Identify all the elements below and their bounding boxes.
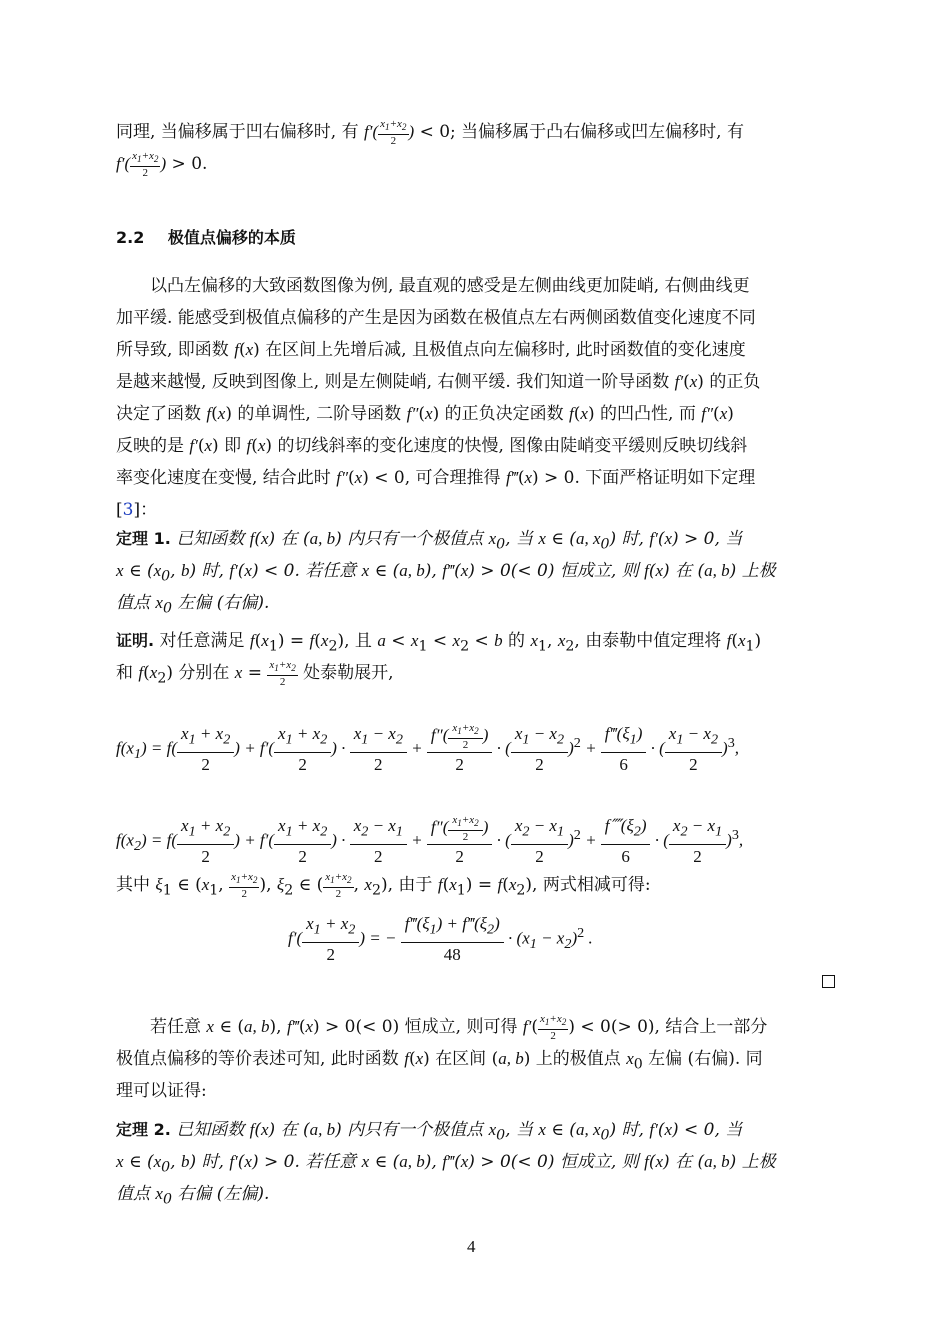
section-heading <box>116 225 296 248</box>
theorem1-line1: 定理 1. 已知函数 f(x) 在 (a, b) 内只有一个极值点 $x_0$, 当 x ∈ (a, $x_0$) 时, f′(x) > 0, 当 <box>116 529 743 553</box>
theorem2-line1: 定理 2. 已知函数 f(x) 在 (a, b) 内只有一个极值点 $x_0$, 当 x ∈ (a, $x_0$) 时, f′(x) < 0, 当 <box>116 1120 743 1144</box>
para1-line2: f′( $\frac{x_1+x_2}{2}$ ) > 0. <box>116 150 208 179</box>
para3-line3: 理可以证得: <box>116 1081 207 1101</box>
para2-line6: 反映的是 f′(x) 即 f(x) 的切线斜率的变化速度的快慢, 图像由陡峭变平缓则反映切线斜 <box>116 436 748 456</box>
theorem2-line2: x ∈ ($x_0$, b) 时, f′(x) > 0. 若任意 x ∈ (a, b), f‴(x) > 0(< 0) 恒成立, 则 f(x) 在 (a, b) 上极 <box>116 1152 776 1176</box>
para2-line5: 决定了函数 f(x) 的单调性, 二阶导函数 f″(x) 的正负决定函数 f(x) 的凹凸性, 而 f″(x) <box>116 404 734 424</box>
theorem1-line3: 值点 $x_0$ 左偏 (右偏). <box>116 593 270 617</box>
taylor-equation-2: $f(x_2) = f$( $\frac{x_1 + x_2}{2}$ ) + f′( $\frac{x_1 + x_2}{2}$ ) · $\frac{x_2 - x_1}{2}$ + f″( $\frac{x_1+x_2}{2}$ ) 2 · ( $\frac{x_2 - x_1}{2}$ )$^2$ + $\frac{f⁗(\xi_2)}{6}$ · ( $\frac{x_2 - x_1}{2}$ )$^3$, <box>116 814 744 867</box>
para3-line2: 极值点偏移的等价表述可知, 此时函数 f(x) 在区间 (a, b) 上的极值点 $x_0$ 左偏 (右偏). 同 <box>116 1049 763 1073</box>
para2-line8: [3]： <box>116 500 158 520</box>
para2-line4: 是越来越慢, 反映到图像上, 则是左侧陡峭, 右侧平缓. 我们知道一阶导函数 f′(x) 的正负 <box>116 372 761 392</box>
theorem2-line3: 值点 $x_0$ 右偏 (左偏). <box>116 1184 270 1208</box>
para2-line2: 加平缓. 能感受到极值点偏移的产生是因为函数在极值点左右两侧函数值变化速度不同 <box>116 308 756 328</box>
para1-line1: 同理, 当偏移属于凹右偏移时, 有 f′( $\frac{x_1+x_2}{2}$ ) < 0; 当偏移属于凸右偏移或凹左偏移时, 有 <box>116 118 744 147</box>
proof-line3: 其中 $\xi_1$ ∈ ($x_1$, $\frac{x_1+x_2}{2}$ ), $\xi_2$ ∈ ( $\frac{x_1+x_2}{2}$ , $x_2$), 由于 $f(x_1) = f(x_2)$, 两式相减可得: <box>116 871 651 900</box>
para2-line3: 所导致, 即函数 f(x) 在区间上先增后减, 且极值点向左偏移时, 此时函数值的变化速度 <box>116 340 746 360</box>
page-number: 4 <box>467 1237 476 1256</box>
taylor-equation-1: $f(x_1) = f$( $\frac{x_1 + x_2}{2}$ ) + f′( $\frac{x_1 + x_2}{2}$ ) · $\frac{x_1 - x_2}{2}$ + f″( $\frac{x_1+x_2}{2}$ ) 2 · ( $\frac{x_1 - x_2}{2}$ )$^2$ + $\frac{f‴(\xi_1)}{6}$ · ( $\frac{x_1 - x_2}{2}$ )$^3$, <box>116 722 740 775</box>
section-number: 2.2 <box>116 228 145 247</box>
section-title: 极值点偏移的本质 <box>167 228 296 247</box>
para3-line1: 若任意 x ∈ (a, b), f‴(x) > 0(< 0) 恒成立, 则可得 f′( $\frac{x_1+x_2}{2}$ ) < 0(> 0), 结合上一部分 <box>150 1013 768 1042</box>
para2-line1: 以凸左偏移的大致函数图像为例, 最直观的感受是左侧曲线更加陡峭, 右侧曲线更 <box>150 276 750 296</box>
proof-line2: 和 $f(x_2)$ 分别在 x = $\frac{x_1+x_2}{2}$ 处泰勒展开, <box>116 659 394 688</box>
theorem1-line2: x ∈ ($x_0$, b) 时, f′(x) < 0. 若任意 x ∈ (a, b), f‴(x) > 0(< 0) 恒成立, 则 f(x) 在 (a, b) 上极 <box>116 561 776 585</box>
qed-square-icon <box>822 975 835 988</box>
difference-equation: f′( $\frac{x_1 + x_2}{2}$ ) = − $\frac{f‴(\xi_1) + f‴(\xi_2)}{48}$ · $(x_1 - x_2)^2$ . <box>288 914 593 965</box>
citation-link[interactable]: 3 <box>122 500 134 520</box>
para2-line7: 率变化速度在变慢, 结合此时 f″(x) < 0, 可合理推得 f‴(x) > 0. 下面严格证明如下定理 <box>116 468 756 488</box>
proof-line1: 证明. 对任意满足 $f(x_1) = f(x_2)$, 且 $a < x_1 < x_2 < b$ 的 $x_1$, $x_2$, 由泰勒中值定理将 $f(x_1)$ <box>116 631 762 655</box>
